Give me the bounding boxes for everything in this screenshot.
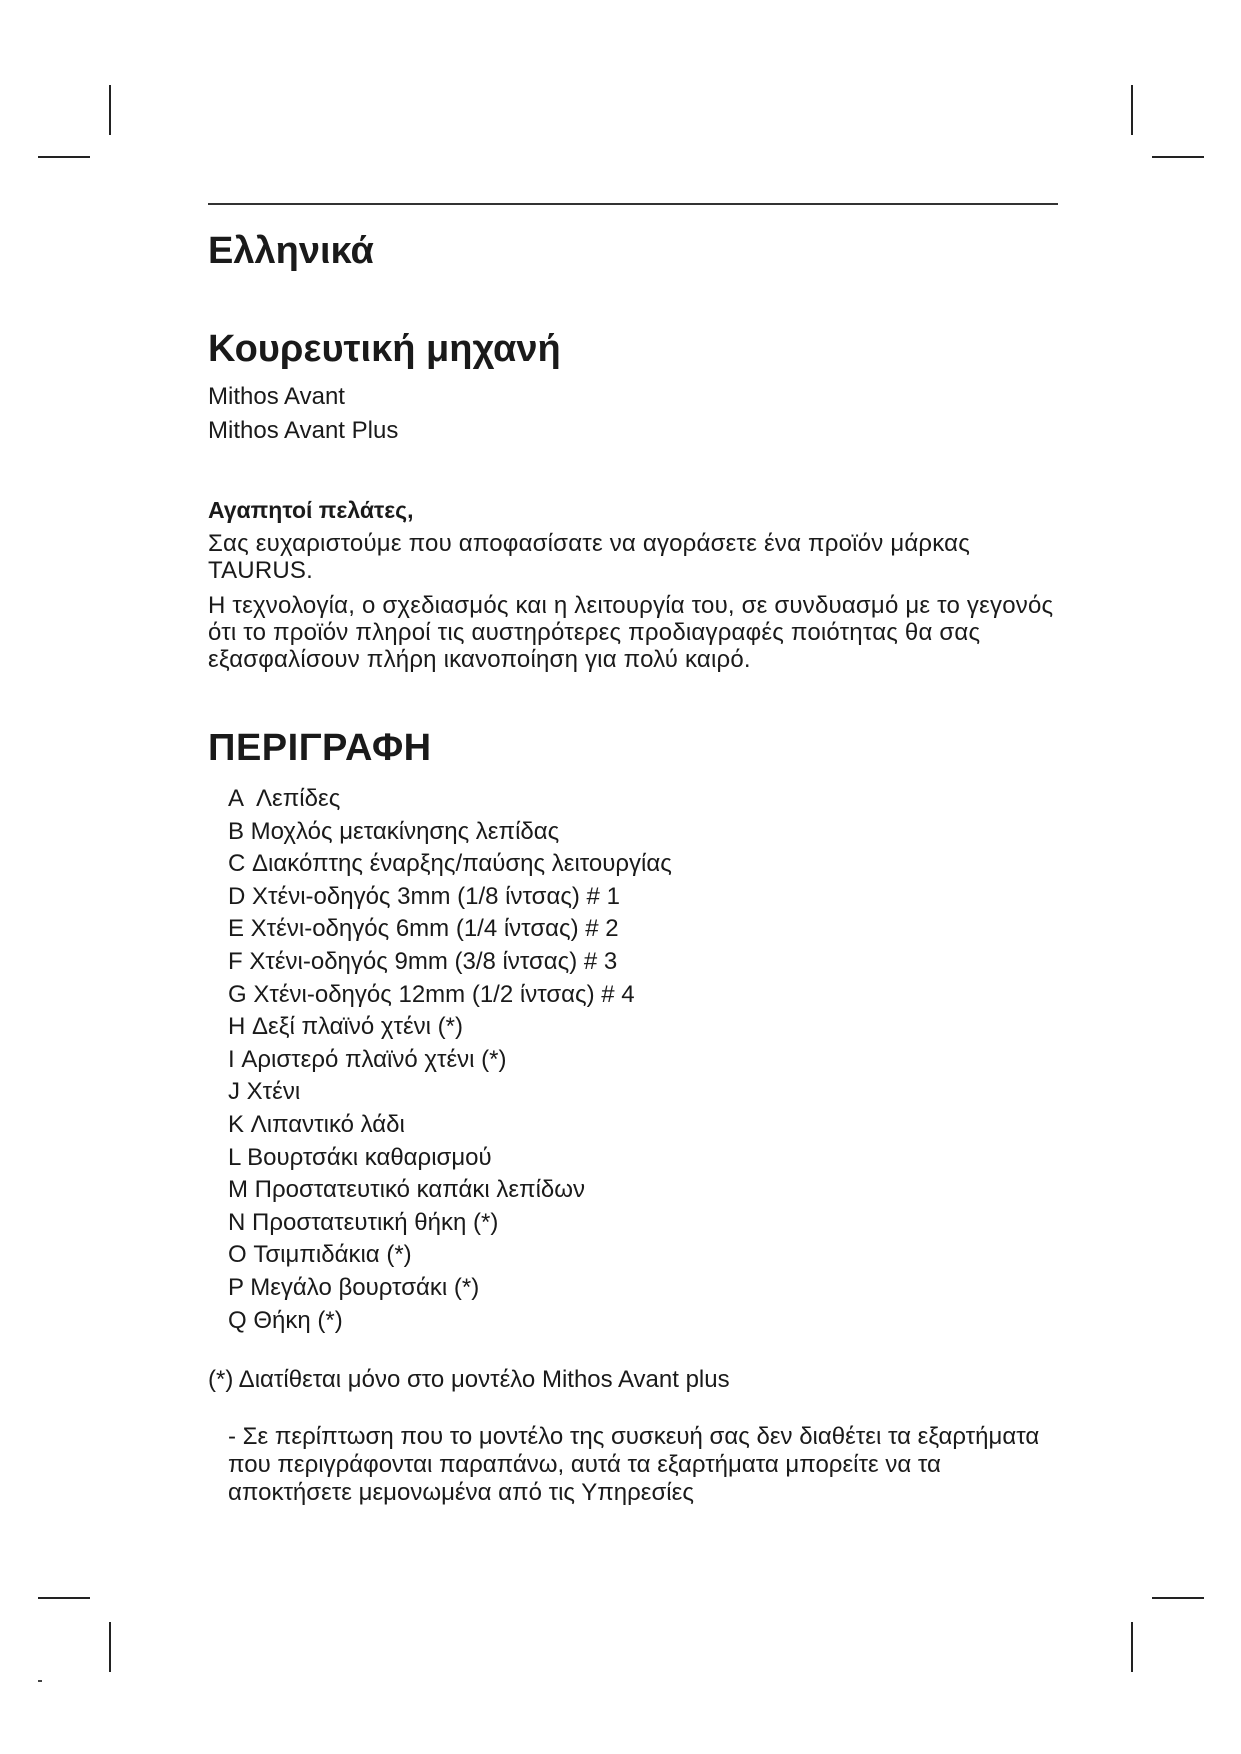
model-name: Mithos Avant Plus — [208, 417, 399, 444]
intro-paragraph: Η τεχνολογία, ο σχεδιασμός και η λειτουργία του, σε συνδυασμό με το γεγονός ότι το προϊόν πληροί τις αυστηρότερες προδιαγραφές ποιότητας θα σας εξασφαλίσουν πλήρη ικανοποίηση για πολύ καιρό. — [208, 592, 1054, 673]
list-item: D Χτένι-οδηγός 3mm (1/8 ίντσας) # 1 — [228, 882, 620, 910]
product-title: Κουρευτική μηχανή — [208, 328, 561, 370]
accessories-note: - Σε περίπτωση που το μοντέλο της συσκευή σας δεν διαθέτει τα εξαρτήματα που περιγράφονται παραπάνω, αυτά τα εξαρτήματα μπορείτε να τα αποκτήσετε μεμονωμένα από τις Υπηρεσίες — [228, 1423, 1040, 1507]
list-item: B Μοχλός μετακίνησης λεπίδας — [228, 817, 560, 845]
greeting: Αγαπητοί πελάτες, — [208, 497, 414, 523]
crop-mark-top-right-vertical — [1131, 85, 1133, 135]
list-item: H Δεξί πλαϊνό χτένι (*) — [228, 1013, 463, 1041]
parts-list — [228, 783, 1068, 1337]
list-item: J Χτένι — [228, 1078, 301, 1106]
model-list — [208, 380, 1068, 448]
crop-mark-bottom-left-vertical — [109, 1622, 111, 1672]
list-item: N Προστατευτική θήκη (*) — [228, 1208, 499, 1236]
crop-mark-top-left-vertical — [109, 85, 111, 135]
footnote: (*) Διατίθεται μόνο στο μοντέλο Mithos Avant plus — [208, 1366, 730, 1394]
crop-mark-bottom-left-horizontal — [38, 1597, 90, 1599]
list-item: M Προστατευτικό καπάκι λεπίδων — [228, 1176, 586, 1204]
list-item: Q Θήκη (*) — [228, 1306, 343, 1334]
list-item: I Αριστερό πλαϊνό χτένι (*) — [228, 1045, 507, 1073]
list-item: F Χτένι-οδηγός 9mm (3/8 ίντσας) # 3 — [228, 947, 618, 975]
crop-mark-bottom-right-horizontal — [1152, 1597, 1204, 1599]
stray-mark — [38, 1680, 42, 1682]
crop-mark-bottom-right-vertical — [1131, 1622, 1133, 1672]
list-item: E Χτένι-οδηγός 6mm (1/4 ίντσας) # 2 — [228, 915, 619, 943]
model-name: Mithos Avant — [208, 383, 345, 410]
list-item: P Μεγάλο βουρτσάκι (*) — [228, 1273, 480, 1301]
top-rule — [208, 203, 1058, 205]
crop-mark-top-right-horizontal — [1152, 156, 1204, 158]
list-item: A Λεπίδες — [228, 785, 341, 812]
crop-mark-top-left-horizontal — [38, 156, 90, 158]
description-title: ΠΕΡΙΓΡΑΦΗ — [208, 727, 432, 769]
page-content — [208, 222, 1068, 1507]
language-heading: Ελληνικά — [208, 230, 374, 272]
intro-paragraph: Σας ευχαριστούμε που αποφασίσατε να αγοράσετε ένα προϊόν μάρκας TAURUS. — [208, 530, 971, 584]
list-item: C Διακόπτης έναρξης/παύσης λειτουργίας — [228, 850, 672, 878]
list-item: L Βουρτσάκι καθαρισμού — [228, 1143, 492, 1171]
list-item: G Χτένι-οδηγός 12mm (1/2 ίντσας) # 4 — [228, 980, 635, 1008]
list-item: O Τσιμπιδάκια (*) — [228, 1241, 412, 1269]
list-item: K Λιπαντικό λάδι — [228, 1110, 405, 1138]
